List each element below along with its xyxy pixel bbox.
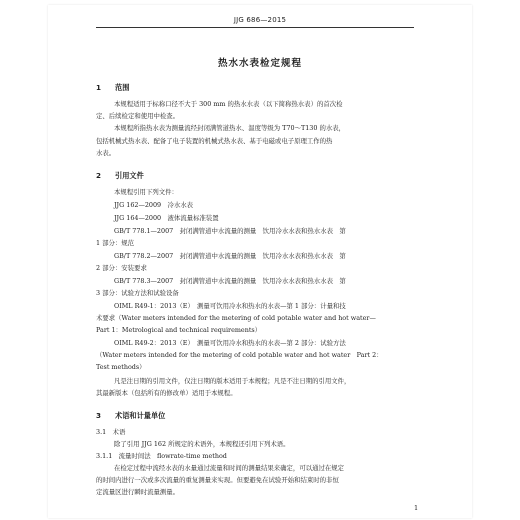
text-line: 定流量区进行瞬时流量测量。 [96, 488, 180, 496]
text-line: 凡是注日期的引用文件，仅注日期的版本适用于本规程；凡是不注日期的引用文件， [114, 377, 351, 385]
section-heading [96, 411, 165, 421]
text-line: 1 部分：规范 [96, 239, 135, 247]
text-line: 定、后续检定和使用中检查。 [96, 112, 180, 120]
text-line: OIML R49-1：2013（E） 测量可饮用冷水和热水的水表—第 1 部分：计量和技 [114, 302, 346, 310]
document-title: 热水水表检定规程 [217, 58, 302, 69]
subsection-heading: 3.1 术语 [96, 428, 126, 436]
text-line: 2 部分：安装要求 [96, 264, 147, 272]
text-line: Test methods） [96, 363, 146, 371]
text-line: 3 部分：试验方法和试验设备 [96, 289, 179, 297]
text-line: 包括机械式热水表、配备了电子装置的机械式热水表、基于电磁或电子原理工作的热 [96, 137, 333, 145]
page-number: 1 [414, 504, 419, 512]
text-line: 除了引用 JJG 162 所规定的术语外，本规程还引用下列术语。 [114, 440, 290, 448]
section-number: 1 [96, 83, 102, 92]
section-heading [96, 83, 129, 93]
term-heading: 3.1.1 流量时间法 flowrate-time method [96, 452, 227, 460]
section-title: 术语和计量单位 [115, 411, 166, 420]
text-line: OIML R49-2：2013（E） 测量可饮用冷水和热水的水表—第 2 部分：试验方法 [114, 339, 346, 347]
text-line: 水表。 [96, 149, 116, 157]
text-line: GB/T 778.2—2007 封闭满管道中水流量的测量 饮用冷水水表和热水水表 第 [114, 252, 346, 260]
section-title: 引用文件 [115, 171, 144, 180]
text-line: Part 1：Metrological and technical requirements） [96, 326, 262, 334]
text-line: GB/T 778.3—2007 封闭满管道中水流量的测量 饮用冷水水表和热水水表 第 [114, 277, 346, 285]
text-line: GB/T 778.1—2007 封闭满管道中水流量的测量 饮用冷水水表和热水水表 第 [114, 227, 346, 235]
text-line: JJG 162—2009 冷水水表 [114, 201, 194, 209]
section-number: 3 [96, 411, 102, 420]
standard-code-header: JJG 686—2015 [233, 16, 287, 24]
text-line: 在检定过程中流经水表的水量通过流量和时间的测量结果来确定，可以通过在规定 [114, 464, 345, 472]
text-line: 的时间内进行一次或多次流量的重复测量来实现。但要避免在试验开始和结束时的非恒 [96, 476, 339, 484]
section-heading [96, 171, 144, 181]
section-number: 2 [96, 171, 102, 180]
text-line: 本规程适用于标称口径不大于 300 mm 的热水水表（以下简称热水表）的首次检 [114, 100, 343, 108]
text-line: 术要求（Water meters intended for the metering of cold potable water and hot water— [96, 314, 376, 322]
text-line: 本规程引用下列文件： [114, 188, 178, 196]
text-line: JJG 164—2000 液体流量标准装置 [114, 214, 219, 222]
text-line: 本规程所指热水表为测量流经封闭满管道热水、温度等级为 T70～T130 的水表， [114, 124, 346, 132]
header-rule [96, 27, 414, 28]
document-page [48, 5, 472, 518]
text-line: （Water meters intended for the metering of cold potable water and hot water Part 2： [96, 351, 383, 359]
section-title: 范围 [115, 83, 130, 92]
text-line: 其最新版本（包括所有的修改单）适用于本规程。 [96, 389, 237, 397]
